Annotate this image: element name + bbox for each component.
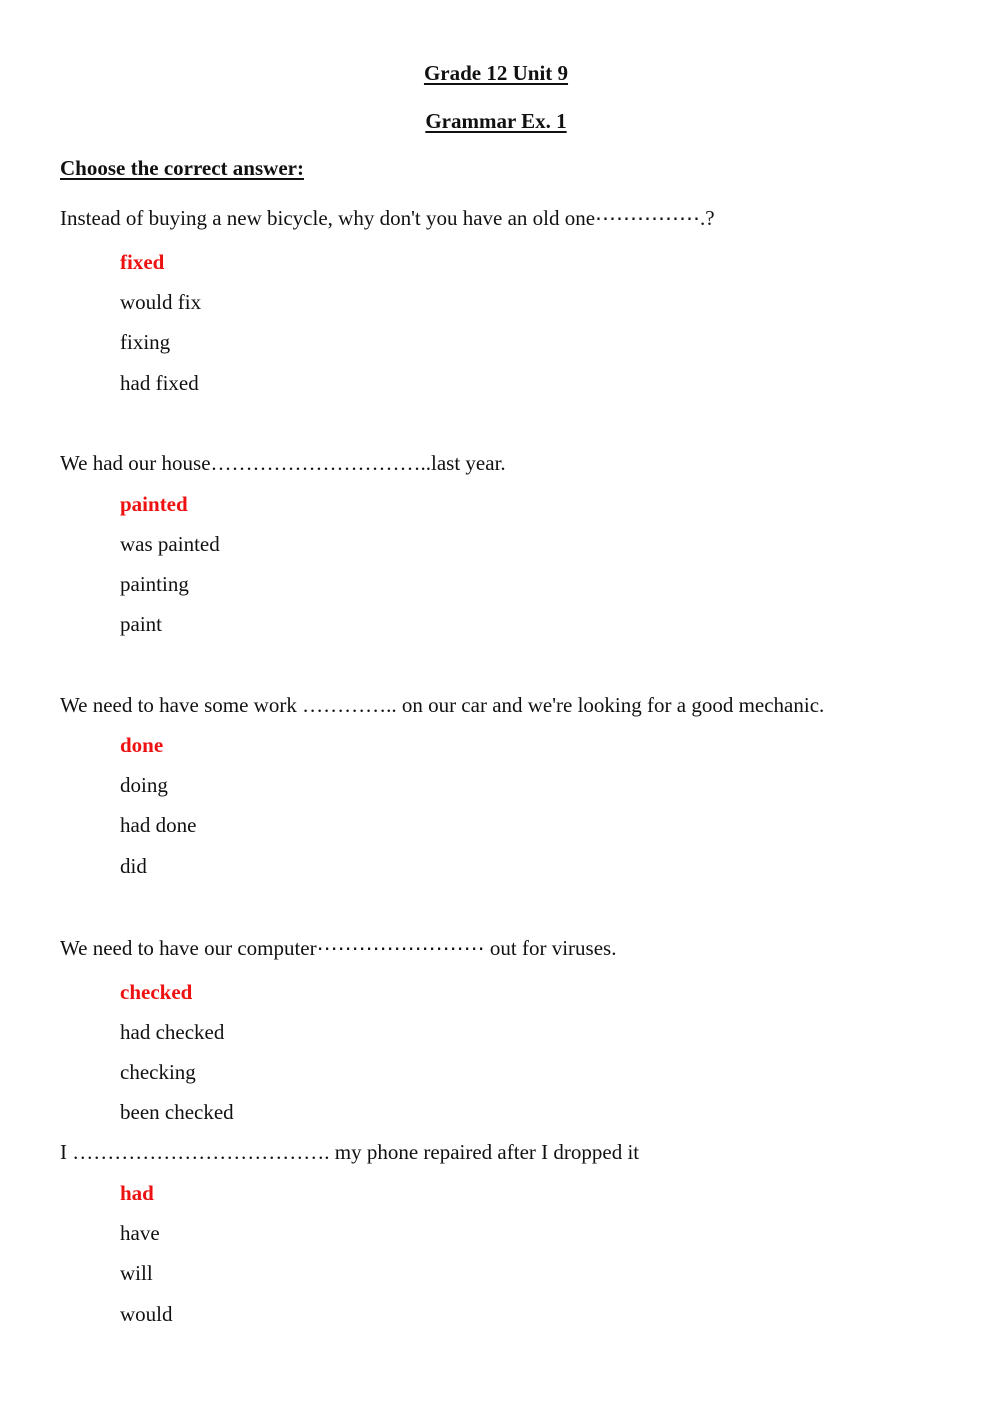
question-2-stem: We had our house…………………………..last year.: [60, 451, 506, 475]
page-subtitle: Grammar Ex. 1: [425, 109, 567, 133]
question-1-stem: Instead of buying a new bicycle, why don't you have an old one⋯⋯⋯⋯⋯.?: [60, 206, 715, 230]
question-4-option[interactable]: had checked: [120, 1020, 225, 1044]
question-2-option[interactable]: paint: [120, 612, 162, 636]
page-title: Grade 12 Unit 9: [423, 61, 569, 85]
question-4-option[interactable]: checking: [120, 1060, 196, 1084]
question-2-option-correct[interactable]: painted: [120, 492, 188, 516]
question-1-option[interactable]: fixing: [120, 330, 171, 354]
question-1-option-correct[interactable]: fixed: [120, 250, 165, 274]
question-5-option-correct[interactable]: had: [120, 1181, 154, 1205]
question-3-option-correct[interactable]: done: [120, 733, 164, 757]
instruction-heading: Choose the correct answer:: [60, 156, 304, 180]
question-1-option[interactable]: had fixed: [120, 371, 199, 395]
question-5-option[interactable]: have: [120, 1221, 160, 1245]
question-1-option[interactable]: would fix: [120, 290, 202, 314]
question-3-option[interactable]: did: [120, 854, 147, 878]
question-2-option[interactable]: painting: [120, 572, 189, 596]
question-2-option[interactable]: was painted: [120, 532, 220, 556]
question-4-option-correct[interactable]: checked: [120, 980, 193, 1004]
question-4-option[interactable]: been checked: [120, 1100, 234, 1124]
question-5-stem: I ………………………………. my phone repaired after I dropped it: [60, 1140, 640, 1164]
question-3-option[interactable]: doing: [120, 773, 168, 797]
question-4-stem: We need to have our computer⋯⋯⋯⋯⋯⋯⋯⋯ out for viruses.: [60, 936, 617, 960]
question-5-option[interactable]: will: [120, 1261, 153, 1285]
question-3-option[interactable]: had done: [120, 813, 197, 837]
question-3-stem: We need to have some work ………….. on our car and we're looking for a good mechanic.: [60, 693, 825, 717]
question-5-option[interactable]: would: [120, 1302, 173, 1326]
